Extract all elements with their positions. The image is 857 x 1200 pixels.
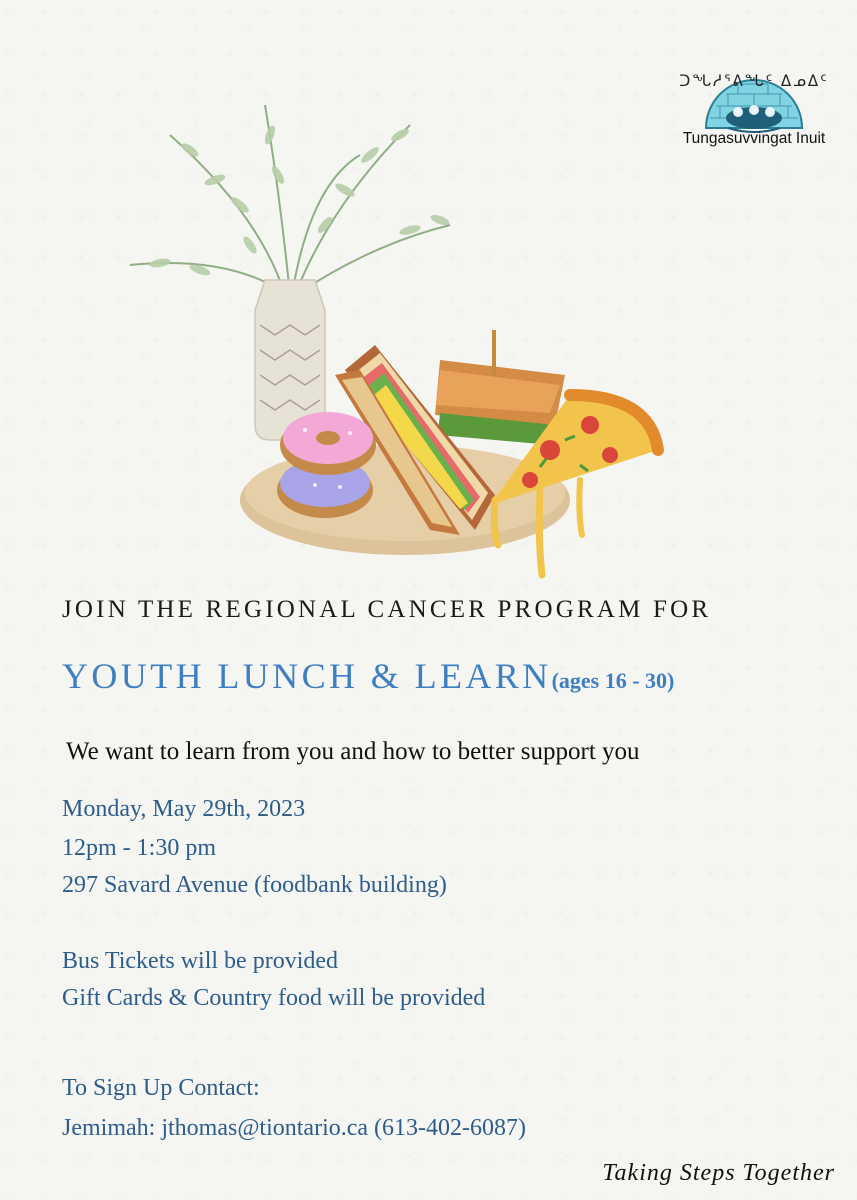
- tagline: We want to learn from you and how to better support you: [66, 738, 640, 765]
- headline-join: JOIN THE REGIONAL CANCER PROGRAM FOR: [62, 596, 712, 623]
- contact-heading: To Sign Up Contact:: [62, 1075, 260, 1101]
- event-title-text: YOUTH LUNCH & LEARN: [62, 656, 552, 696]
- sandwich-icon: [435, 330, 565, 445]
- age-range: (ages 16 - 30): [551, 668, 675, 693]
- event-date: Monday, May 29th, 2023: [62, 796, 306, 822]
- event-title: [62, 655, 674, 697]
- contact-line[interactable]: Jemimah: jthomas@tiontario.ca (613-402-6087): [62, 1115, 527, 1141]
- food-illustration: [110, 95, 690, 585]
- perk-bus-tickets: Bus Tickets will be provided: [62, 948, 339, 974]
- event-time: 12pm - 1:30 pm: [62, 835, 216, 861]
- logo-syllabics-text: ᑐᖓᓱᕐᕕᖓᑦ ᐃᓄᐃᑦ: [679, 72, 829, 90]
- event-location: 297 Savard Avenue (foodbank building): [62, 872, 447, 898]
- organization-logo: [668, 28, 840, 168]
- perk-gift-cards: Gift Cards & Country food will be provided: [62, 985, 486, 1011]
- footer-tagline: Taking Steps Together: [602, 1160, 835, 1186]
- logo-name: Tungasuvvingat Inuit: [682, 130, 826, 147]
